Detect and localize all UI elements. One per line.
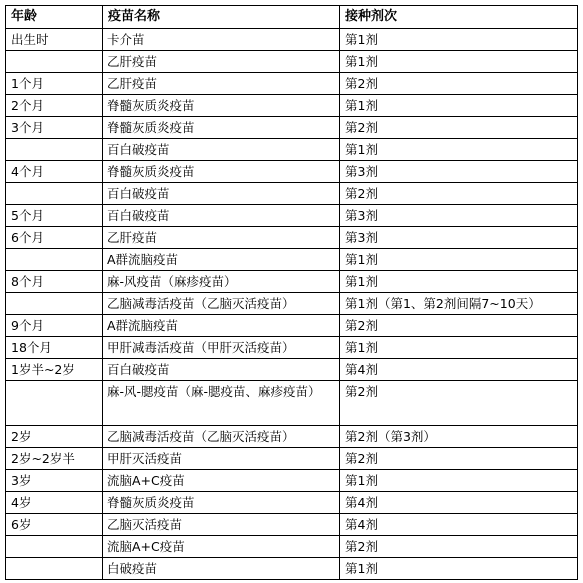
vaccine-cell: 甲肝减毒活疫苗（甲肝灭活疫苗） [103, 337, 340, 359]
table-row [6, 161, 578, 183]
table-row [6, 293, 578, 315]
age-cell [6, 558, 103, 580]
vaccine-cell: A群流脑疫苗 [103, 315, 340, 337]
age-cell: 2岁~2岁半 [6, 448, 103, 470]
vaccine-cell: 百白破疫苗 [103, 359, 340, 381]
vaccine-cell: 乙脑减毒活疫苗（乙脑灭活疫苗） [103, 293, 340, 315]
table-row [6, 249, 578, 271]
table-body [6, 29, 578, 580]
dose-cell: 第1剂 [340, 29, 578, 51]
header-dose: 接种剂次 [340, 6, 578, 29]
dose-cell: 第2剂（第3剂） [340, 426, 578, 448]
header-age: 年龄 [6, 6, 103, 29]
age-cell [6, 183, 103, 205]
dose-cell: 第2剂 [340, 73, 578, 95]
header-vaccine: 疫苗名称 [103, 6, 340, 29]
age-cell: 1岁半~2岁 [6, 359, 103, 381]
age-cell [6, 51, 103, 73]
age-cell: 8个月 [6, 271, 103, 293]
vaccine-cell: A群流脑疫苗 [103, 249, 340, 271]
vaccine-cell: 甲肝灭活疫苗 [103, 448, 340, 470]
table-row [6, 536, 578, 558]
dose-cell: 第2剂 [340, 381, 578, 426]
table-row [6, 117, 578, 139]
age-cell: 3岁 [6, 470, 103, 492]
table-row [6, 558, 578, 580]
header-row [6, 6, 578, 29]
age-cell [6, 536, 103, 558]
table-row [6, 514, 578, 536]
age-cell [6, 139, 103, 161]
table-row [6, 95, 578, 117]
age-cell: 3个月 [6, 117, 103, 139]
table-row [6, 139, 578, 161]
age-cell: 6个月 [6, 227, 103, 249]
table-row [6, 359, 578, 381]
dose-cell: 第1剂 [340, 249, 578, 271]
table-row [6, 271, 578, 293]
table-row [6, 315, 578, 337]
table-row [6, 448, 578, 470]
table-row [6, 337, 578, 359]
dose-cell: 第2剂 [340, 117, 578, 139]
vaccine-cell: 乙肝疫苗 [103, 51, 340, 73]
vaccine-cell: 流脑A+C疫苗 [103, 470, 340, 492]
vaccine-cell: 脊髓灰质炎疫苗 [103, 492, 340, 514]
vaccine-cell: 百白破疫苗 [103, 205, 340, 227]
vaccine-cell: 乙肝疫苗 [103, 73, 340, 95]
age-cell: 5个月 [6, 205, 103, 227]
dose-cell: 第4剂 [340, 359, 578, 381]
dose-cell: 第1剂 [340, 271, 578, 293]
dose-cell: 第4剂 [340, 492, 578, 514]
vaccine-cell: 脊髓灰质炎疫苗 [103, 95, 340, 117]
dose-cell: 第2剂 [340, 183, 578, 205]
dose-cell: 第3剂 [340, 227, 578, 249]
age-cell: 2岁 [6, 426, 103, 448]
dose-cell: 第1剂 [340, 139, 578, 161]
table-row [6, 183, 578, 205]
vaccine-cell: 乙脑减毒活疫苗（乙脑灭活疫苗） [103, 426, 340, 448]
age-cell: 9个月 [6, 315, 103, 337]
vaccine-cell: 白破疫苗 [103, 558, 340, 580]
vaccine-cell: 脊髓灰质炎疫苗 [103, 117, 340, 139]
dose-cell: 第1剂 [340, 558, 578, 580]
table-row [6, 29, 578, 51]
age-cell: 出生时 [6, 29, 103, 51]
age-cell [6, 293, 103, 315]
table-row [6, 470, 578, 492]
dose-cell: 第1剂 [340, 337, 578, 359]
table-row [6, 205, 578, 227]
age-cell [6, 249, 103, 271]
age-cell [6, 381, 103, 426]
dose-cell: 第2剂 [340, 448, 578, 470]
dose-cell: 第3剂 [340, 161, 578, 183]
table-row [6, 227, 578, 249]
vaccine-cell: 麻-风疫苗（麻疹疫苗） [103, 271, 340, 293]
dose-cell: 第2剂 [340, 536, 578, 558]
age-cell: 18个月 [6, 337, 103, 359]
dose-cell: 第1剂 [340, 95, 578, 117]
vaccine-cell: 乙肝疫苗 [103, 227, 340, 249]
age-cell: 6岁 [6, 514, 103, 536]
table-row [6, 51, 578, 73]
vaccine-cell: 脊髓灰质炎疫苗 [103, 161, 340, 183]
vaccine-cell: 流脑A+C疫苗 [103, 536, 340, 558]
table-row [6, 426, 578, 448]
age-cell: 4个月 [6, 161, 103, 183]
table-row [6, 381, 578, 426]
dose-cell: 第1剂 [340, 51, 578, 73]
vaccine-cell: 乙脑灭活疫苗 [103, 514, 340, 536]
vaccine-cell: 百白破疫苗 [103, 183, 340, 205]
age-cell: 1个月 [6, 73, 103, 95]
vaccine-cell: 百白破疫苗 [103, 139, 340, 161]
age-cell: 4岁 [6, 492, 103, 514]
dose-cell: 第1剂（第1、第2剂间隔7~10天） [340, 293, 578, 315]
dose-cell: 第1剂 [340, 470, 578, 492]
vaccine-cell: 卡介苗 [103, 29, 340, 51]
dose-cell: 第4剂 [340, 514, 578, 536]
vaccine-cell: 麻-风-腮疫苗（麻-腮疫苗、麻疹疫苗） [103, 381, 340, 426]
table-row [6, 492, 578, 514]
vaccination-schedule-table [5, 5, 578, 580]
dose-cell: 第3剂 [340, 205, 578, 227]
table-row [6, 73, 578, 95]
age-cell: 2个月 [6, 95, 103, 117]
dose-cell: 第2剂 [340, 315, 578, 337]
